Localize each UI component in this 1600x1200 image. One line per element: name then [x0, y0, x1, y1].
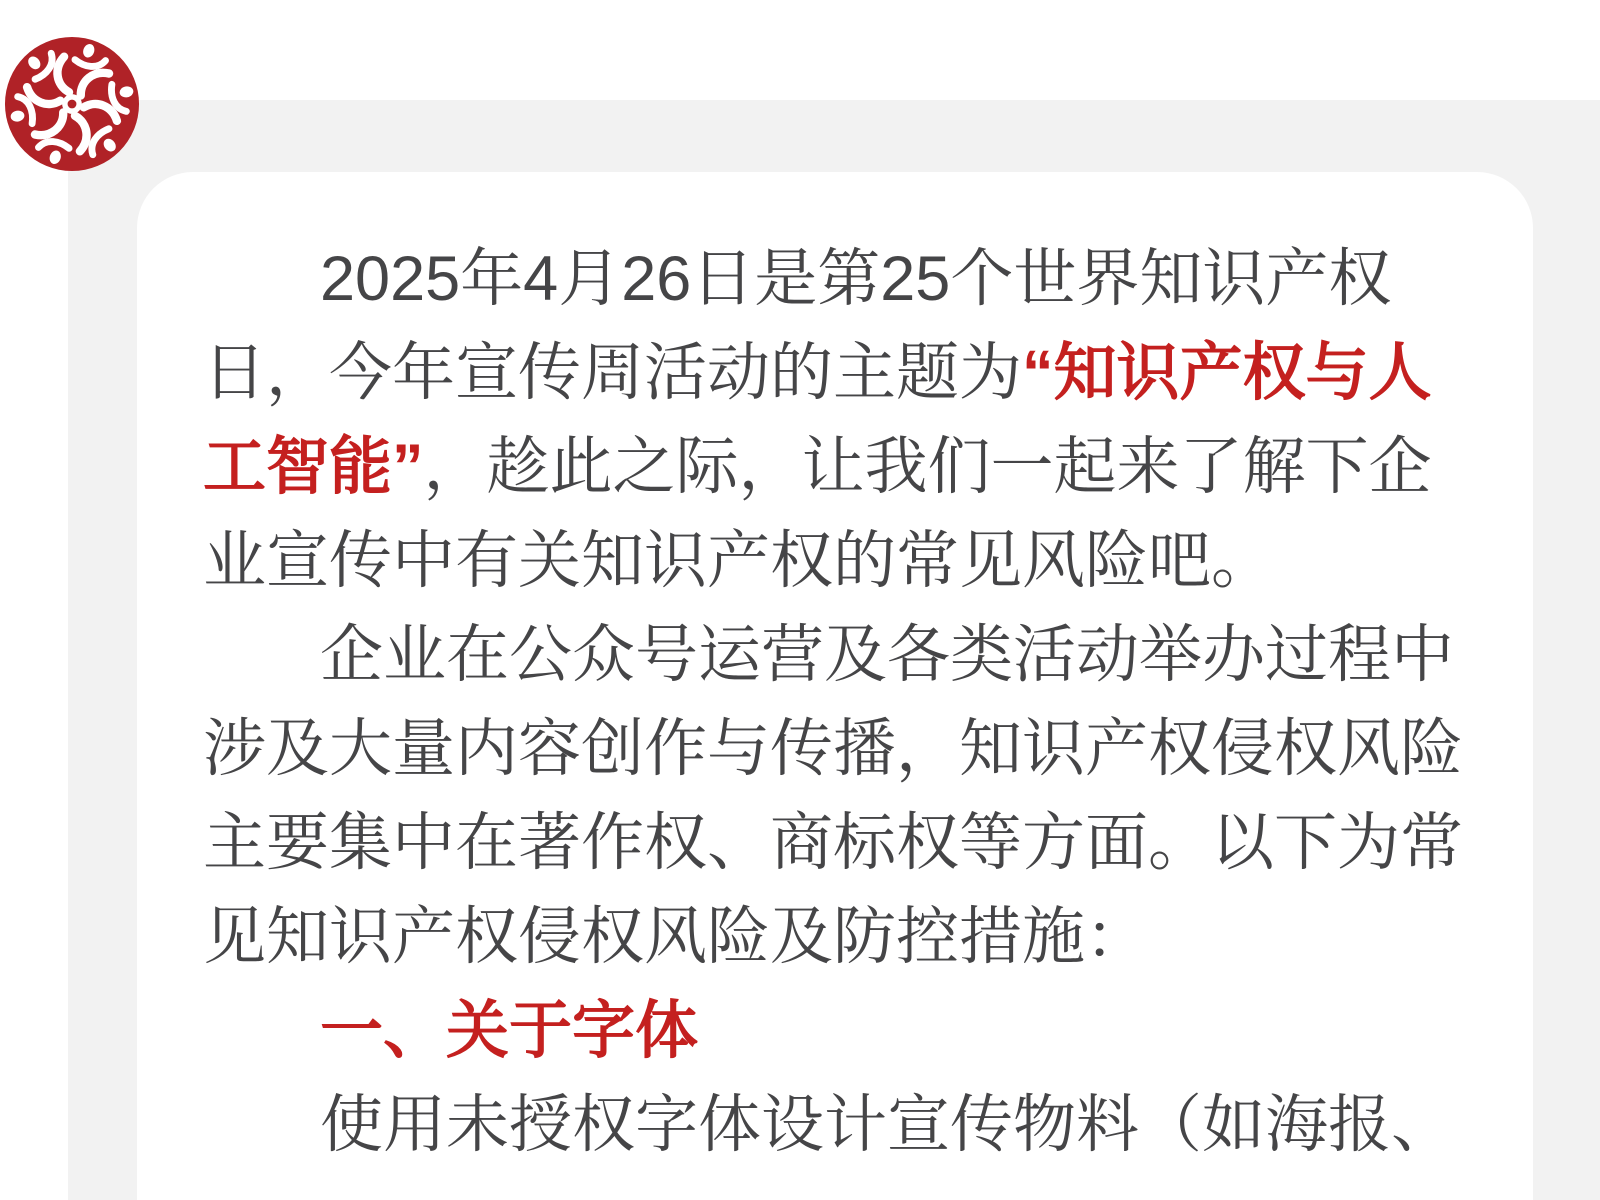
highlight-segment: 工智能”	[203, 432, 424, 502]
article-card	[137, 172, 1533, 1200]
article-line	[203, 890, 1467, 984]
article-line	[203, 608, 1467, 702]
text-segment: ，趁此之际，让我们一起来了解下企	[423, 432, 1432, 502]
text-segment: 业宣传中有关知识产权的常见风险吧。	[203, 526, 1274, 596]
article-line	[203, 796, 1467, 890]
text-segment: 使用未授权字体设计宣传物料（如海报、	[320, 1090, 1454, 1160]
text-segment: 企业在公众号运营及各类活动举办过程中	[320, 620, 1454, 690]
text-segment: 见知识产权侵权风险及防控措施：	[203, 902, 1148, 972]
article-text	[137, 172, 1533, 1172]
seal-emblem-icon	[3, 35, 141, 173]
article-line	[203, 420, 1467, 514]
article-line	[203, 1078, 1467, 1172]
article-line	[203, 326, 1467, 420]
highlight-segment: “知识产权与人	[1022, 338, 1432, 408]
article-line	[203, 514, 1467, 608]
text-segment: 主要集中在著作权、商标权等方面。以下为常	[203, 808, 1463, 878]
text-segment: 涉及大量内容创作与传播，知识产权侵权风险	[203, 714, 1463, 784]
text-segment: 日，今年宣传周活动的主题为	[203, 338, 1022, 408]
text-segment: 2025年4月26日是第25个世界知识产权	[320, 244, 1392, 314]
article-line	[203, 702, 1467, 796]
highlight-segment: 一、关于字体	[320, 996, 698, 1066]
section-heading	[203, 984, 1467, 1078]
article-line	[203, 232, 1467, 326]
